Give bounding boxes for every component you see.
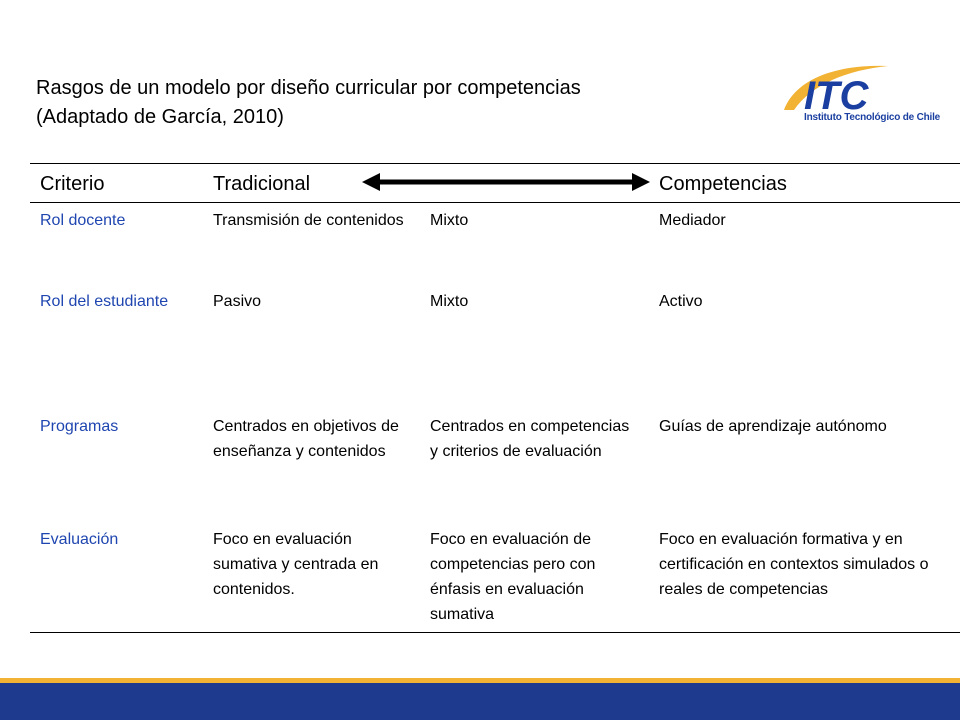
table-header-rule	[30, 202, 960, 203]
row-traditional: Pasivo	[213, 293, 262, 310]
row-mixed: Mixto	[430, 212, 469, 229]
row-competencies: Foco en evaluación formativa y en certificación en contextos simulados o reales de competencias	[659, 531, 929, 598]
row-traditional: Centrados en objetivos de enseñanza y contenidos	[213, 418, 399, 460]
logo-text: ITC	[804, 74, 869, 118]
row-criterion: Programas	[40, 418, 119, 435]
row-criterion: Evaluación	[40, 531, 119, 548]
header-competencias: Competencias	[659, 173, 787, 195]
table-bottom-rule	[30, 632, 960, 633]
row-competencies: Activo	[659, 293, 703, 310]
double-arrow-icon	[362, 172, 650, 192]
row-traditional: Foco en evaluación sumativa y centrada en contenidos.	[213, 531, 379, 598]
row-mixed: Centrados en competencias y criterios de evaluación	[430, 418, 630, 460]
logo-subtitle: Instituto Tecnológico de Chile	[804, 112, 941, 123]
row-mixed: Foco en evaluación de competencias pero con énfasis en evaluación sumativa	[430, 531, 596, 623]
row-criterion: Rol docente	[40, 212, 126, 229]
table-top-rule	[30, 163, 960, 164]
slide-title	[36, 74, 736, 132]
itc-logo-mark	[778, 60, 928, 120]
title-line-2: (Adaptado de García, 2010)	[36, 106, 284, 128]
row-criterion: Rol del estudiante	[40, 293, 169, 310]
itc-logo	[778, 60, 941, 130]
header-criterio: Criterio	[40, 173, 105, 195]
footer-bar	[0, 683, 960, 720]
title-line-1: Rasgos de un modelo por diseño curricular por competencias	[36, 77, 581, 99]
row-mixed: Mixto	[430, 293, 469, 310]
row-competencies: Mediador	[659, 212, 726, 229]
row-traditional: Transmisión de contenidos	[213, 212, 404, 229]
header-tradicional: Tradicional	[213, 173, 311, 195]
row-competencies: Guías de aprendizaje autónomo	[659, 418, 887, 435]
